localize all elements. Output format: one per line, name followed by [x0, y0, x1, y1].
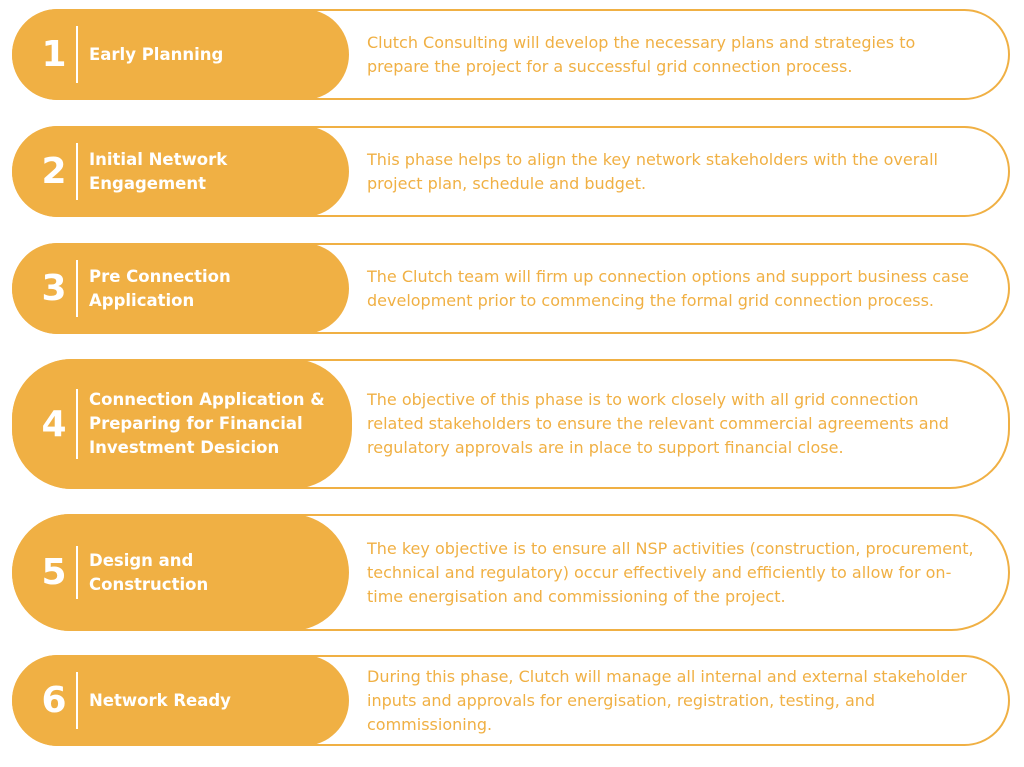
step-6 — [12, 655, 1010, 746]
step-title: Network Ready — [89, 690, 231, 710]
step-description: Clutch Consulting will develop the necessary plans and strategies to prepare the project for a successful grid connection process. — [367, 32, 916, 76]
step-number: 5 — [41, 552, 67, 593]
step-number: 1 — [41, 34, 67, 75]
step-title: Initial Network Engagement — [89, 149, 228, 193]
step-title: Connection Application & Preparing for Financial Investment Desicion — [89, 390, 325, 457]
step-title: Early Planning — [89, 44, 224, 64]
step-1 — [12, 9, 1010, 100]
step-number: 3 — [41, 268, 67, 309]
step-number: 4 — [41, 403, 67, 445]
step-number: 2 — [41, 151, 67, 192]
step-number: 6 — [41, 680, 67, 721]
step-description: The Clutch team will firm up connection options and support business case development prior to commencing the formal grid connection process. — [367, 266, 969, 310]
step-3 — [12, 243, 1010, 334]
step-description: This phase helps to align the key network stakeholders with the overall project plan, schedule and budget. — [367, 149, 938, 193]
divider — [76, 672, 78, 729]
divider — [76, 26, 78, 83]
step-title: Pre Connection Application — [89, 266, 231, 310]
divider — [76, 143, 78, 200]
divider — [76, 546, 78, 599]
step-4 — [12, 359, 1010, 489]
step-description: The key objective is to ensure all NSP activities (construction, procurement, technical and regulatory) occur effectively and efficiently to allow for on-time energisation and commissioning of the project. — [367, 538, 974, 606]
step-5 — [12, 514, 1010, 631]
step-description: During this phase, Clutch will manage all internal and external stakeholder inputs and approvals for energisation, registration, testing, and commissioning. — [367, 666, 967, 734]
step-2 — [12, 126, 1010, 217]
step-title: Design and Construction — [89, 550, 209, 594]
divider — [76, 260, 78, 317]
divider — [76, 389, 78, 459]
step-description: The objective of this phase is to work closely with all grid connection related stakeholders to ensure the relevant commercial agreements and regulatory approvals are in place to support financial close. — [367, 390, 949, 457]
